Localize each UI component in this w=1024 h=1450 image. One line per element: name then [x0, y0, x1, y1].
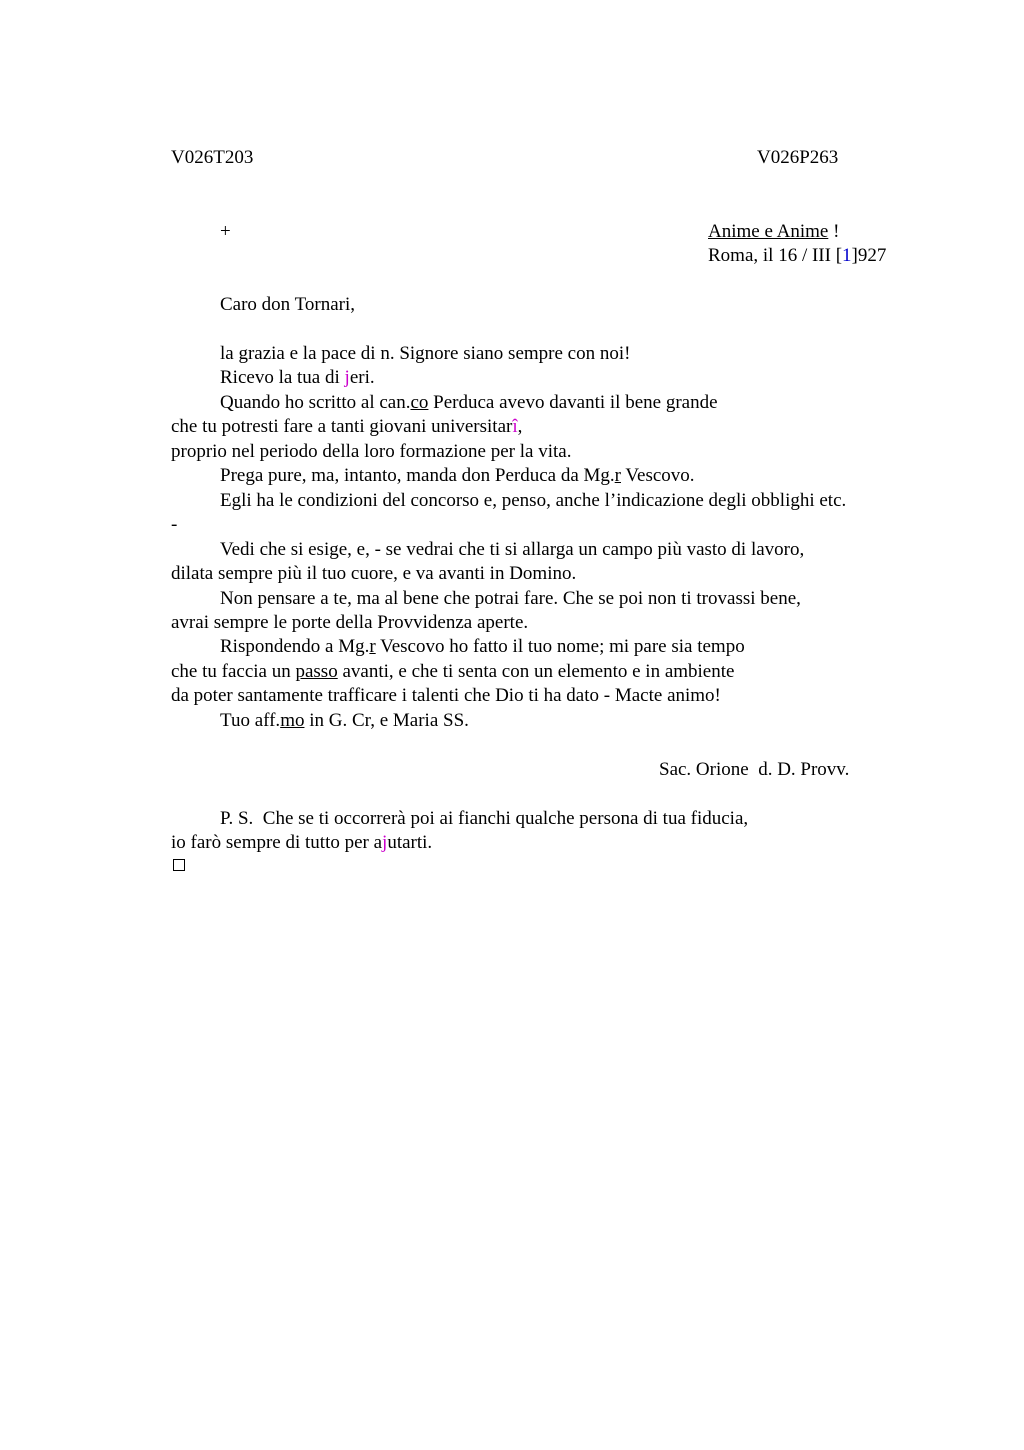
text-segment: che tu potresti fare a tanti giovani universitar: [171, 416, 513, 437]
text-segment: ,: [517, 416, 523, 437]
text-segment: Rispondendo a Mg.: [220, 636, 370, 657]
body-line: [220, 464, 695, 488]
body-line: da poter santamente trafficare i talenti che Dio ti ha dato - Macte animo!: [171, 685, 721, 706]
text-segment: utarti.: [387, 832, 433, 853]
text-segment: Prega pure, ma, intanto, manda don Perduca da Mg.: [220, 465, 615, 486]
text-segment: Vescovo.: [621, 465, 695, 486]
text-segment: in G. Cr, e Maria SS.: [304, 710, 469, 731]
body-line: Non pensare a te, ma al bene che potrai fare. Che se poi non ti trovassi bene,: [220, 588, 801, 609]
body-line: la grazia e la pace di n. Signore siano sempre con noi!: [220, 343, 631, 364]
text-segment: avanti, e che ti senta con un elemento e in ambiente: [337, 661, 735, 682]
body-line: avrai sempre le porte della Provvidenza aperte.: [171, 612, 529, 633]
body-line: [220, 391, 718, 415]
motto-end: !: [828, 221, 840, 242]
text-segment: Vescovo ho fatto il tuo nome; mi pare sia tempo: [375, 636, 745, 657]
body-line: Egli ha le condizioni del concorso e, penso, anche l’indicazione degli obblighi etc.: [220, 490, 847, 511]
body-line: Vedi che si esige, e, - se vedrai che ti si allarga un campo più vasto di lavoro,: [220, 539, 805, 560]
postscript-line: P. S. Che se ti occorrerà poi ai fianchi qualche persona di tua fiducia,: [220, 808, 749, 829]
body-line: [220, 366, 375, 390]
underlined-abbrev: co: [410, 392, 429, 413]
date-inserted-digit: 1: [842, 245, 852, 266]
body-line: proprio nel periodo della loro formazione per la vita.: [171, 441, 572, 462]
text-segment: eri.: [349, 367, 375, 388]
signature: Sac. Orione d. D. Provv.: [659, 759, 850, 780]
underlined-abbrev: r: [369, 636, 376, 657]
body-line: [220, 635, 745, 659]
date-post: ]927: [851, 245, 887, 266]
motto: [708, 220, 839, 244]
underlined-abbrev: r: [614, 465, 621, 486]
editorial-mark: j: [382, 832, 388, 853]
document-code-right: V026P263: [757, 147, 839, 168]
motto-underlined: Anime e Anime: [708, 221, 829, 242]
body-line: -: [171, 514, 178, 535]
editorial-mark: î: [512, 416, 518, 437]
cross-symbol: +: [220, 221, 231, 242]
date-line: [708, 244, 886, 268]
underlined-abbrev: mo: [280, 710, 305, 731]
date-pre: Roma, il 16 / III [: [708, 245, 843, 266]
text-segment: Quando ho scritto al can.: [220, 392, 411, 413]
underlined-word: passo: [295, 661, 338, 682]
body-line: dilata sempre più il tuo cuore, e va avanti in Domino.: [171, 563, 577, 584]
body-line: [171, 415, 522, 439]
postscript-line: [171, 831, 432, 855]
text-segment: io farò sempre di tutto per a: [171, 832, 383, 853]
salutation: Caro don Tornari,: [220, 294, 355, 315]
text-segment: che tu faccia un: [171, 661, 296, 682]
editorial-mark: j: [344, 367, 350, 388]
document-code-left: V026T203: [171, 147, 254, 168]
end-marker-box-icon: [173, 859, 185, 871]
text-segment: Ricevo la tua di: [220, 367, 345, 388]
text-segment: Tuo aff.: [220, 710, 281, 731]
text-segment: Perduca avevo davanti il bene grande: [428, 392, 718, 413]
body-line: [220, 709, 469, 733]
body-line: [171, 660, 734, 684]
